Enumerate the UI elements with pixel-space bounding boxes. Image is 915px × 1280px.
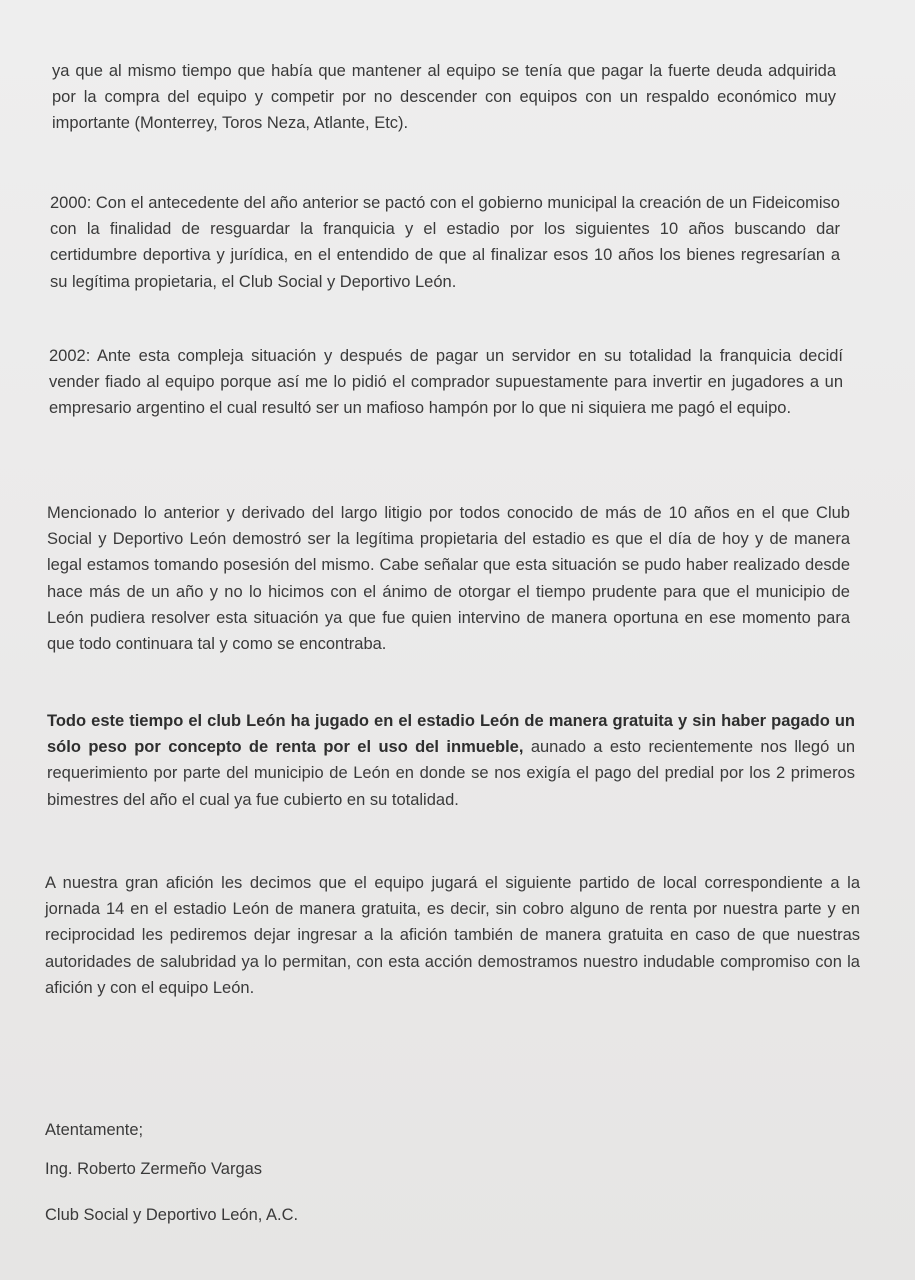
paragraph-bold-text: Todo este tiempo el club León ha jugado en el estadio León de manera gratuita y sin haber pagado un sólo peso por concepto de renta por el uso del inmueble,	[47, 712, 855, 757]
paragraph-text: aunado a esto recientemente nos llegó un requerimiento por parte del municipio de León en donde se nos exigía el pago del predial por los 2 primeros bimestres del año el cual ya fue cubierto en su totalidad.	[47, 738, 856, 809]
signatory-name: Ing. Roberto Zermeño Vargas	[45, 1160, 263, 1178]
paragraph-text: 2000: Con el antecedente del año anterior se pactó con el gobierno municipal la creación de un Fideicomiso con la finalidad de resguardar la franquicia y el estadio por los siguientes 10 años buscando dar certidumbre deportiva y jurídica, en el entendido de que al finalizar esos 10 años los bienes regresarían a su legítima propietaria, el Club Social y Deportivo León.	[50, 194, 840, 291]
paragraph-text: ya que al mismo tiempo que había que mantener al equipo se tenía que pagar la fuerte deuda adquirida por la compra del equipo y competir por no descender con equipos con un respaldo económico muy importante (Monterrey, Toros Neza, Atlante, Etc).	[52, 62, 836, 133]
paragraph-2002-sale	[49, 343, 843, 422]
paragraph-free-use	[47, 708, 855, 813]
paragraph-debt-context	[52, 58, 836, 137]
signatory-organization: Club Social y Deportivo León, A.C.	[45, 1206, 299, 1224]
closing-salutation: Atentamente;	[45, 1121, 144, 1139]
paragraph-text: Mencionado lo anterior y derivado del largo litigio por todos conocido de más de 10 años en el que Club Social y Deportivo León demostró ser la legítima propietaria del estadio es que el día de hoy y de manera legal estamos tomando posesión del mismo. Cabe señalar que esta situación se pudo haber realizado desde hace más de un año y no lo hicimos con el ánimo de otorgar el tiempo prudente para que el municipio de León pudiera resolver esta situación ya que fue quien intervino de manera oportuna en ese momento para que todo continuara tal y como se encontraba.	[47, 504, 850, 654]
paragraph-text: A nuestra gran afición les decimos que el equipo jugará el siguiente partido de local correspondiente a la jornada 14 en el estadio León de manera gratuita, es decir, sin cobro alguno de renta por nuestra parte y en reciprocidad les pediremos dejar ingresar a la afición también de manera gratuita en caso de que nuestras autoridades de salubridad ya lo permitan, con esta acción demostramos nuestro indudable compromiso con la afición y con el equipo León.	[45, 874, 860, 997]
paragraph-fans-message	[45, 870, 860, 1001]
paragraph-2000-trust	[50, 190, 840, 295]
paragraph-text: 2002: Ante esta compleja situación y después de pagar un servidor en su totalidad la franquicia decidí vender fiado al equipo porque así me lo pidió el comprador supuestamente para invertir en jugadores a un empresario argentino el cual resultó ser un mafioso hampón por lo que ni siquiera me pagó el equipo.	[49, 347, 843, 418]
paragraph-stadium-possession	[47, 500, 850, 657]
